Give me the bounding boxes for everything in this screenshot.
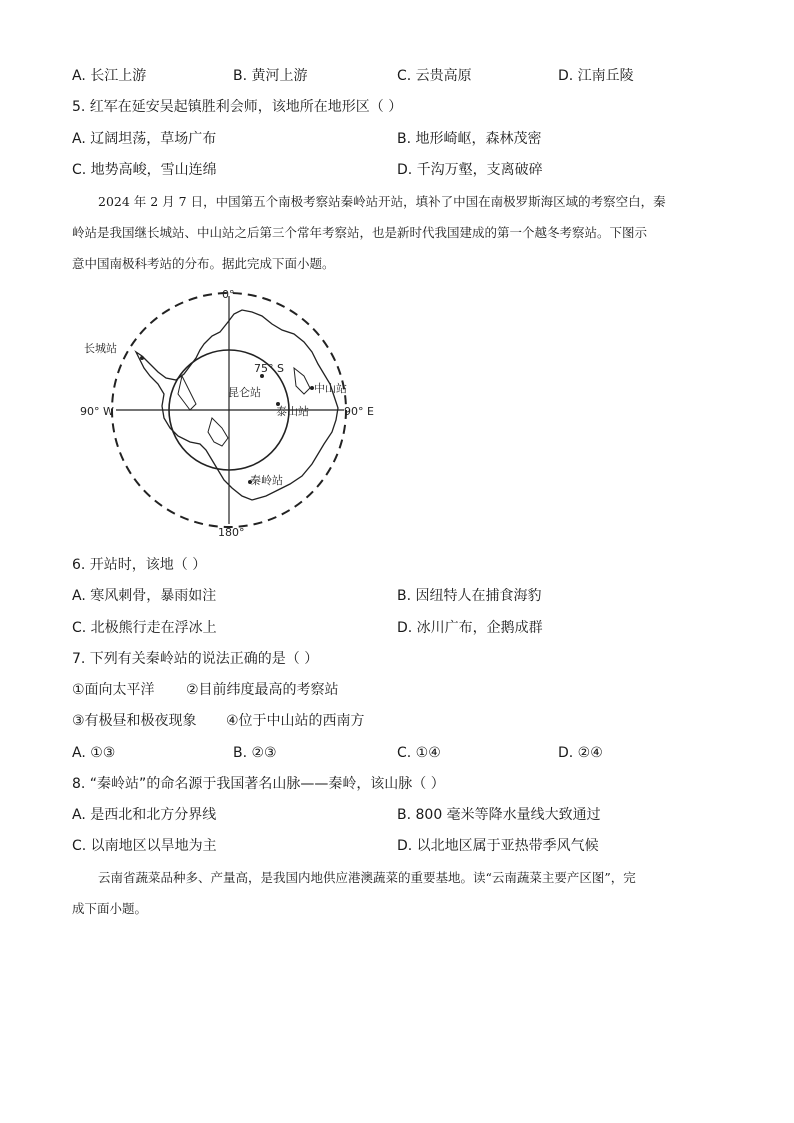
q7-item-4: ④位于中山站的西南方 — [226, 713, 365, 729]
q5-option-c: C. 地势高峻，雪山连绵 — [72, 162, 217, 178]
q8-option-d: D. 以北地区属于亚热带季风气候 — [397, 838, 599, 854]
q6-stem: 6. 开站时，该地（ ） — [72, 557, 207, 573]
passage-antarctic-line-3: 意中国南极科考站的分布。据此完成下面小题。 — [72, 256, 335, 271]
q8-stem: 8. “秦岭站”的命名源于我国著名山脉——秦岭，该山脉（ ） — [72, 776, 445, 792]
label-90w: 90° W — [80, 405, 114, 418]
q5-stem: 5. 红军在延安吴起镇胜利会师，该地所在地形区（ ） — [72, 99, 403, 115]
q8-option-b: B. 800 毫米等降水量线大致通过 — [397, 807, 601, 823]
q7-item-2: ②目前纬度最高的考察站 — [186, 682, 339, 698]
label-zhongshan: 中山站 — [314, 382, 347, 395]
q6-option-b: B. 因纽特人在捕食海豹 — [397, 588, 542, 604]
q4-option-a: A. 长江上游 — [72, 68, 147, 84]
q8-option-a: A. 是西北和北方分界线 — [72, 807, 217, 823]
q6-option-a: A. 寒风刺骨，暴雨如注 — [72, 588, 217, 604]
q5-option-d: D. 千沟万壑，支离破碎 — [397, 162, 543, 178]
passage-antarctic — [72, 186, 724, 279]
label-qinling: 秦岭站 — [250, 474, 283, 487]
label-0-deg: 0° — [222, 288, 235, 301]
label-75s: 75° S — [254, 362, 284, 375]
q6-option-d: D. 冰川广布，企鹅成群 — [397, 620, 543, 636]
q4-option-c: C. 云贵高原 — [397, 68, 472, 84]
passage-yunnan-line-2: 成下面小题。 — [72, 901, 148, 916]
q8-option-c: C. 以南地区以旱地为主 — [72, 838, 217, 854]
q5-option-b: B. 地形崎岖，森林茂密 — [397, 131, 542, 147]
q7-stem: 7. 下列有关秦岭站的说法正确的是（ ） — [72, 651, 319, 667]
label-taishan: 泰山站 — [276, 405, 309, 418]
antarctica-station-map — [72, 284, 392, 540]
coast-detail — [178, 376, 196, 410]
coast-detail — [294, 368, 310, 394]
label-90e: 90° E — [344, 405, 374, 418]
passage-antarctic-line-1: 2024 年 2 月 7 日，中国第五个南极考察站秦岭站开站，填补了中国在南极罗斯海区域的考察空白，秦 — [98, 194, 666, 209]
q7-option-c: C. ①④ — [397, 745, 441, 761]
passage-yunnan — [72, 862, 724, 924]
label-kunlun: 昆仑站 — [228, 386, 261, 399]
q7-item-3: ③有极昼和极夜现象 — [72, 713, 197, 729]
q6-option-c: C. 北极熊行走在浮冰上 — [72, 620, 217, 636]
q7-option-b: B. ②③ — [233, 745, 277, 761]
q5-option-a: A. 辽阔坦荡，草场广布 — [72, 131, 217, 147]
coast-detail — [208, 418, 228, 446]
q7-option-d: D. ②④ — [558, 745, 603, 761]
changcheng-station-marker — [140, 356, 144, 360]
label-changcheng: 长城站 — [84, 342, 117, 355]
q4-option-d: D. 江南丘陵 — [558, 68, 634, 84]
q4-option-b: B. 黄河上游 — [233, 68, 308, 84]
label-180-deg: 180° — [218, 526, 245, 539]
passage-yunnan-line-1: 云南省蔬菜品种多、产量高，是我国内地供应港澳蔬菜的重要基地。读“云南蔬菜主要产区图”，完 — [98, 870, 636, 885]
q7-option-a: A. ①③ — [72, 745, 116, 761]
q7-item-1: ①面向太平洋 — [72, 682, 155, 698]
passage-antarctic-line-2: 岭站是我国继长城站、中山站之后第三个常年考察站，也是新时代我国建成的第一个越冬考察站。下图示 — [72, 225, 648, 240]
